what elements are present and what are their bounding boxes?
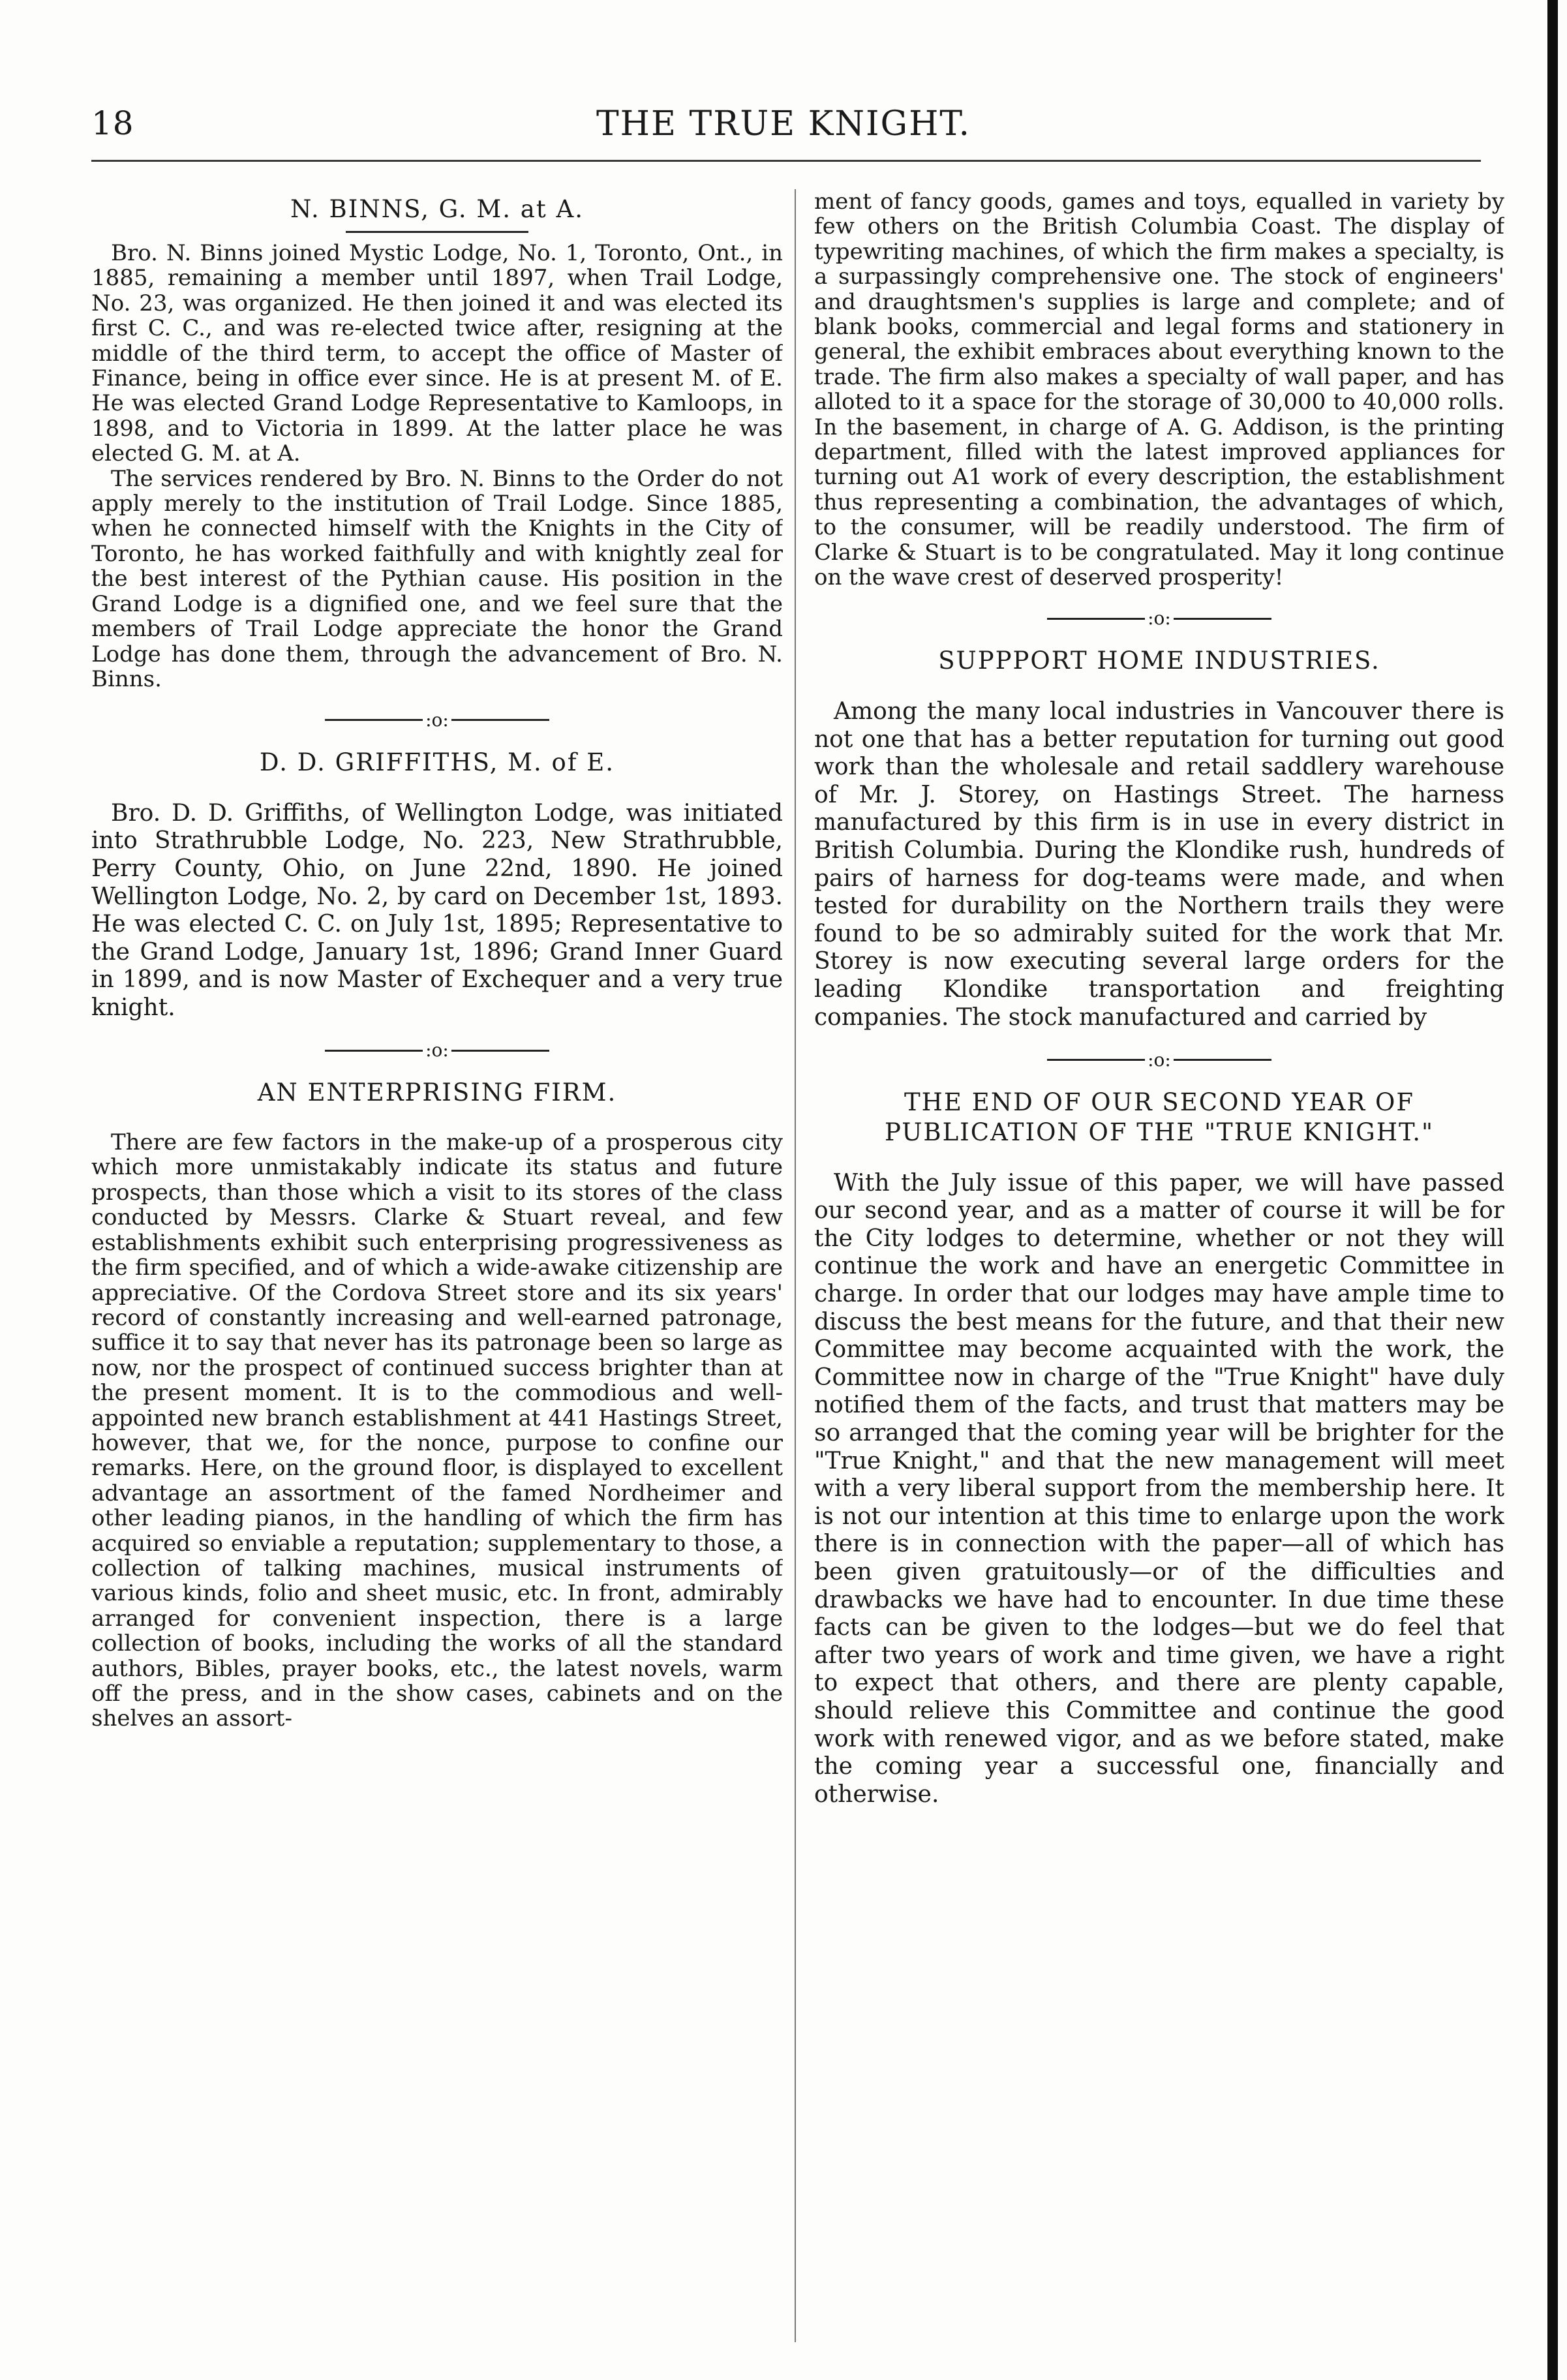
separator-line bbox=[451, 1050, 549, 1052]
enterprising-continued: ment of fancy goods, games and toys, equalled in variety by few others on the British Columbia Coast. The display of typewriting machines, of which the firm makes a specialty, is a surpassingly comprehensive one. The stock of engineers' and draughtsmen's supplies is large and complete; and of blank books, commercial and legal forms and stationery in general, the exhibit embraces about everything known to the trade. The firm also makes a specialty of wall paper, and has alloted to it a space for the storage of 30,000 to 40,000 rolls. In the basement, in charge of A. G. Addison, is the printing department, filled with the latest improved appliances for turning out A1 work of every description, the establishment thus representing a combination, the advantages of which, to the consumer, will be readily understood. The firm of Clarke & Stuart is to be congratulated. May it long continue on the wave crest of deserved prosperity! bbox=[814, 189, 1504, 591]
binding-edge bbox=[1547, 0, 1558, 2380]
header-rule bbox=[91, 160, 1481, 162]
enterprising-paragraph-1: There are few factors in the make-up of a prosperous city which more unmistakably indicate its status and future prospects, than those which a visit to its stores of the class conducted by Messrs. Clarke & Stuart reveal, and few establishments exhibit such enterprising progressiveness as the firm specified, and of which a wide-awake citizenship are appreciative. Of the Cordova Street store and its six years' record of constantly increasing and well-earned patronage, suffice it to say that never has its patronage been so large as now, nor the prospect of continued success brighter than at the present moment. It is to the commodious and well-appointed new branch establishment at 441 Hastings Street, however, that we, for the nonce, purpose to confine our remarks. Here, on the ground floor, is displayed to excellent advantage an assortment of the famed Nordheimer and other leading pianos, in the handling of which the firm has acquired so enviable a reputation; supplementary to those, a collection of talking machines, musical instruments of various kinds, folio and sheet music, etc. In front, admirably arranged for convenient inspection, there is a large collection of books, including the works of all the standard authors, Bibles, prayer books, etc., the latest novels, warm off the press, and in the show cases, cabinets and on the shelves an assort- bbox=[91, 1129, 783, 1732]
home-industries-title: SUPPPORT HOME INDUSTRIES. bbox=[938, 647, 1380, 675]
separator-1 bbox=[91, 706, 783, 733]
separator-mark: :o: bbox=[425, 709, 449, 731]
separator-line bbox=[1047, 618, 1145, 620]
page-number: 18 bbox=[91, 104, 134, 142]
separator-2 bbox=[91, 1037, 783, 1064]
running-title: THE TRUE KNIGHT. bbox=[596, 104, 971, 144]
separator-line bbox=[451, 719, 549, 721]
second-year-paragraph-1: With the July issue of this paper, we will have passed our second year, and as a matter of course it will be for the City lodges to determine, whether or not they will continue the work and have an energetic Committee in charge. In order that our lodges may have ample time to discuss the best means for the future, and that their new Committee may become acquainted with the work, the Committee now in charge of the "True Knight" have duly notified them of the facts, and trust that matters may be so arranged that the coming year will be brighter for the "True Knight," and that the new management will meet with a very liberal support from the membership here. It is not our intention at this time to enlarge upon the work there is in connection with the paper—all of which has been given gratuitously—or of the difficulties and drawbacks we have had to encounter. In due time these facts can be given to the lodges—but we do feel that after two years of work and time given, we have a right to expect that others, and there are plenty capable, should relieve this Committee and continue the good work with renewed vigor, and as we before stated, make the coming year a successful one, financially and otherwise. bbox=[814, 1169, 1504, 1808]
separator-mark: :o: bbox=[1148, 1048, 1171, 1071]
separator-mark: :o: bbox=[425, 1039, 449, 1061]
separator-4 bbox=[814, 1046, 1504, 1073]
separator-mark: :o: bbox=[1148, 607, 1171, 629]
column-divider bbox=[795, 189, 796, 2342]
right-column bbox=[814, 189, 1504, 2341]
second-year-title: THE END OF OUR SECOND YEAR OF PUBLICATION OF THE "TRUE KNIGHT." bbox=[884, 1088, 1435, 1146]
separator-line bbox=[1174, 618, 1271, 620]
binns-paragraph-1: Bro. N. Binns joined Mystic Lodge, No. 1, Toronto, Ont., in 1885, remaining a member until 1897, when Trail Lodge, No. 23, was organized. He then joined it and was elected its first C. C., and was re-elected twice after, resigning at the middle of the third term, to accept the office of Master of Finance, being in office ever since. He is at present M. of E. He was elected Grand Lodge Representative to Kamloops, in 1898, and to Victoria in 1899. At the latter place he was elected G. M. at A. bbox=[91, 240, 783, 467]
separator-line bbox=[1047, 1059, 1145, 1061]
binns-title: N. BINNS, G. M. at A. bbox=[290, 195, 584, 223]
separator-line bbox=[325, 719, 423, 721]
left-column bbox=[91, 189, 783, 2341]
separator-3 bbox=[814, 605, 1504, 632]
enterprising-title: AN ENTERPRISING FIRM. bbox=[257, 1078, 617, 1107]
binns-paragraph-2: The services rendered by Bro. N. Binns to the Order do not apply merely to the institution of Trail Lodge. Since 1885, when he connected himself with the Knights in the City of Toronto, he has worked faithfully and with knightly zeal for the best interest of the Pythian cause. His position in the Grand Lodge is a dignified one, and we feel sure that the members of Trail Lodge appreciate the honor the Grand Lodge has done them, through the advancement of Bro. N. Binns. bbox=[91, 465, 783, 692]
binns-title-rule bbox=[346, 231, 528, 233]
griffiths-paragraph-1: Bro. D. D. Griffiths, of Wellington Lodge, was initiated into Strathrubble Lodge, No. 223, New Strathrubble, Perry County, Ohio, on June 22nd, 1890. He joined Wellington Lodge, No. 2, by card on December 1st, 1893. He was elected C. C. on July 1st, 1895; Representative to the Grand Lodge, January 1st, 1896; Grand Inner Guard in 1899, and is now Master of Exchequer and a very true knight. bbox=[91, 799, 783, 1021]
griffiths-title: D. D. GRIFFITHS, M. of E. bbox=[259, 748, 615, 776]
separator-line bbox=[325, 1050, 423, 1052]
home-industries-paragraph-1: Among the many local industries in Vancouver there is not one that has a better reputation for turning out good work than the wholesale and retail saddlery warehouse of Mr. J. Storey, on Hastings Street. The harness manufactured by this firm is in use in every district in British Columbia. During the Klondike rush, hundreds of pairs of harness for dog-teams were made, and when tested for durability on the Northern trails they were found to be so admirably suited for the work that Mr. Storey is now executing several large orders for the leading Klondike transportation and freighting companies. The stock manufactured and carried by bbox=[814, 698, 1504, 1031]
separator-line bbox=[1174, 1059, 1271, 1061]
